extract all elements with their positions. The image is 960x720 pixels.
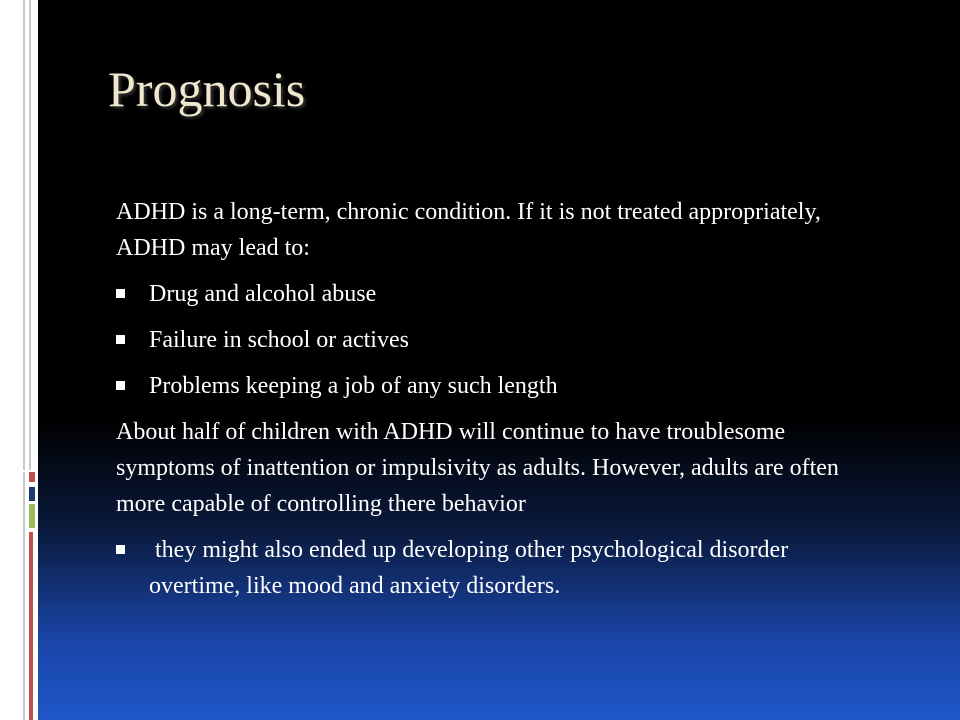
bullet-item bbox=[116, 532, 846, 604]
bullet-text: Failure in school or actives bbox=[149, 327, 409, 353]
bullet-item bbox=[116, 276, 846, 312]
decorative-sidebar bbox=[0, 0, 38, 720]
accent-green-block bbox=[29, 504, 35, 528]
accent-navy-block bbox=[29, 487, 35, 501]
square-bullet-icon bbox=[116, 545, 125, 554]
bullet-item bbox=[116, 368, 846, 404]
square-bullet-icon bbox=[116, 335, 125, 344]
decorative-line bbox=[23, 0, 25, 470]
intro-paragraph: ADHD is a long-term, chronic condition. If it is not treated appropriately, ADHD may lead to: bbox=[116, 199, 821, 261]
square-bullet-icon bbox=[116, 381, 125, 390]
slide-body bbox=[116, 194, 846, 614]
bullet-text: Problems keeping a job of any such length bbox=[149, 373, 558, 399]
decorative-line bbox=[23, 472, 25, 720]
bullet-text: they might also ended up developing other psychological disorder overtime, like mood and anxiety disorders. bbox=[149, 537, 795, 599]
bullet-text: Drug and alcohol abuse bbox=[149, 281, 377, 307]
bullet-item bbox=[116, 322, 846, 358]
square-bullet-icon bbox=[116, 289, 125, 298]
accent-red-line bbox=[29, 532, 33, 720]
decorative-line bbox=[29, 0, 31, 470]
second-paragraph: About half of children with ADHD will continue to have troublesome symptoms of inattention or impulsivity as adults. However, adults are often more capable of controlling there behavior bbox=[116, 419, 839, 517]
slide-title: Prognosis bbox=[108, 61, 306, 117]
accent-red-block bbox=[29, 472, 35, 482]
